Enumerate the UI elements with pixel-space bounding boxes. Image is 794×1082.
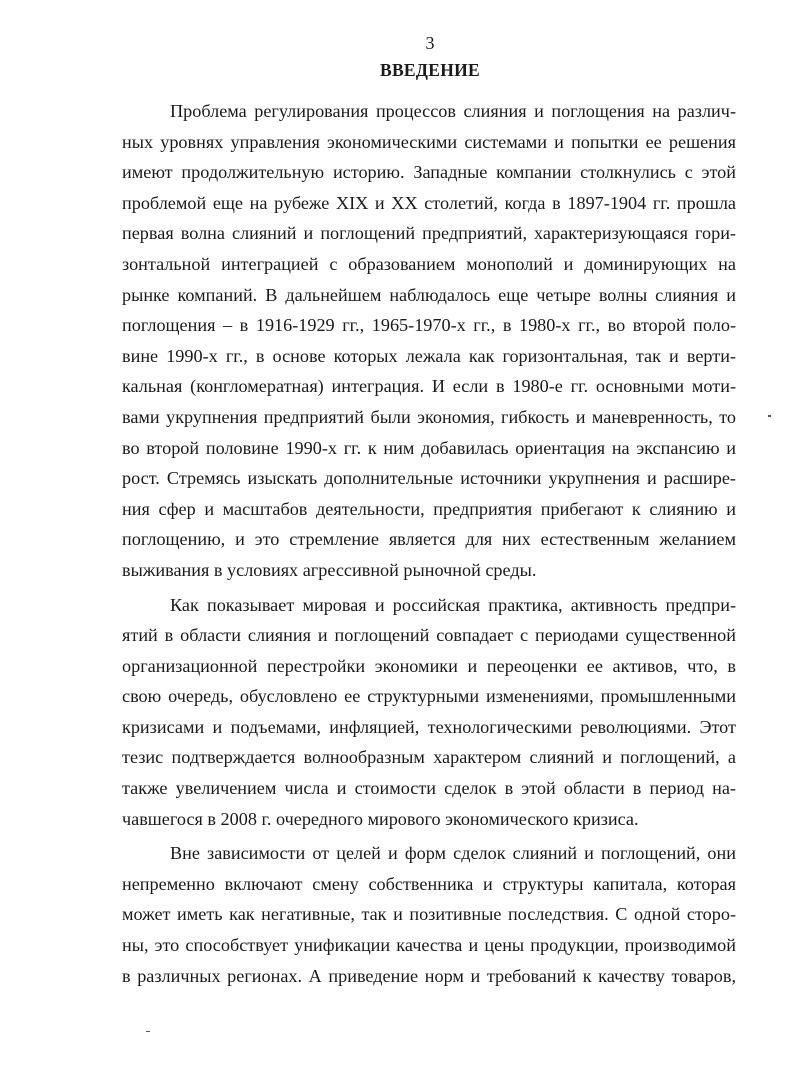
text-line: вами укрупнения предприятий были экономия, гибкость и маневренность, то bbox=[122, 406, 736, 427]
text-line: Вне зависимости от целей и форм сделок слияний и поглощений, они bbox=[170, 843, 736, 864]
text-line: чавшегося в 2008 г. очередного мирового экономического кризиса. bbox=[122, 808, 639, 829]
text-line: свою очередь, обусловлено ее структурными изменениями, промышленными bbox=[122, 686, 736, 707]
text-line: тезис подтверждается волнообразным характером слияний и поглощений, а bbox=[122, 747, 736, 768]
scan-speck bbox=[768, 415, 771, 417]
body-text bbox=[122, 96, 736, 991]
text-line: вине 1990-х гг., в основе которых лежала как горизонтальная, так и верти- bbox=[122, 345, 736, 366]
text-line: имеют продолжительную историю. Западные компании столкнулись с этой bbox=[122, 162, 736, 183]
text-line: зонтальной интеграцией с образованием монополий и доминирующих на bbox=[122, 253, 736, 274]
text-line: Проблема регулирования процессов слияния и поглощения на различ- bbox=[170, 101, 736, 121]
page-heading: ВВЕДЕНИЕ bbox=[379, 60, 481, 80]
text-line: поглощения – в 1916-1929 гг., 1965-1970-х гг., в 1980-х гг., во второй поло- bbox=[122, 315, 736, 336]
scan-speck bbox=[146, 1031, 150, 1032]
text-line: организационной перестройки экономики и переоценки ее активов, что, в bbox=[122, 655, 736, 676]
page-number: 3 bbox=[425, 33, 435, 53]
text-line: кризисами и подъемами, инфляцией, технологическими революциями. Этот bbox=[122, 716, 736, 737]
text-line: непременно включают смену собственника и структуры капитала, которая bbox=[122, 873, 736, 894]
text-line: первая волна слияний и поглощений предприятий, характеризующаяся гори- bbox=[122, 223, 736, 244]
text-line: выживания в условиях агрессивной рыночной среды. bbox=[122, 559, 537, 580]
paragraph-3 bbox=[122, 838, 736, 991]
text-line: ния сфер и масштабов деятельности, предприятия прибегают к слиянию и bbox=[122, 498, 736, 519]
text-line: может иметь как негативные, так и позитивные последствия. С одной сторо- bbox=[122, 904, 736, 925]
text-line: кальная (конгломератная) интеграция. И если в 1980-е гг. основными моти- bbox=[122, 376, 736, 397]
text-line: в различных регионах. А приведение норм и требований к качеству товаров, bbox=[122, 965, 736, 986]
paragraph-1 bbox=[122, 96, 736, 586]
text-line: проблемой еще на рубеже XIX и XX столетий, когда в 1897-1904 гг. прошла bbox=[122, 192, 736, 213]
text-line: также увеличением числа и стоимости сделок в этой области в период на- bbox=[122, 778, 736, 799]
text-line: ны, это способствует унификации качества и цены продукции, производимой bbox=[122, 935, 736, 956]
text-line: Как показывает мировая и российская практика, активность предпри- bbox=[170, 594, 736, 615]
text-line: ных уровнях управления экономическими системами и попытки ее решения bbox=[122, 131, 736, 152]
paragraph-2 bbox=[122, 590, 736, 835]
text-line: поглощению, и это стремление является для них естественным желанием bbox=[122, 529, 736, 550]
text-line: во второй половине 1990-х гг. к ним добавилась ориентация на экспансию и bbox=[122, 437, 736, 458]
text-line: ятий в области слияния и поглощений совпадает с периодами существенной bbox=[122, 625, 736, 646]
text-line: рост. Стремясь изыскать дополнительные источники укрупнения и расшире- bbox=[122, 468, 736, 489]
text-line: рынке компаний. В дальнейшем наблюдалось еще четыре волны слияния и bbox=[122, 284, 736, 305]
